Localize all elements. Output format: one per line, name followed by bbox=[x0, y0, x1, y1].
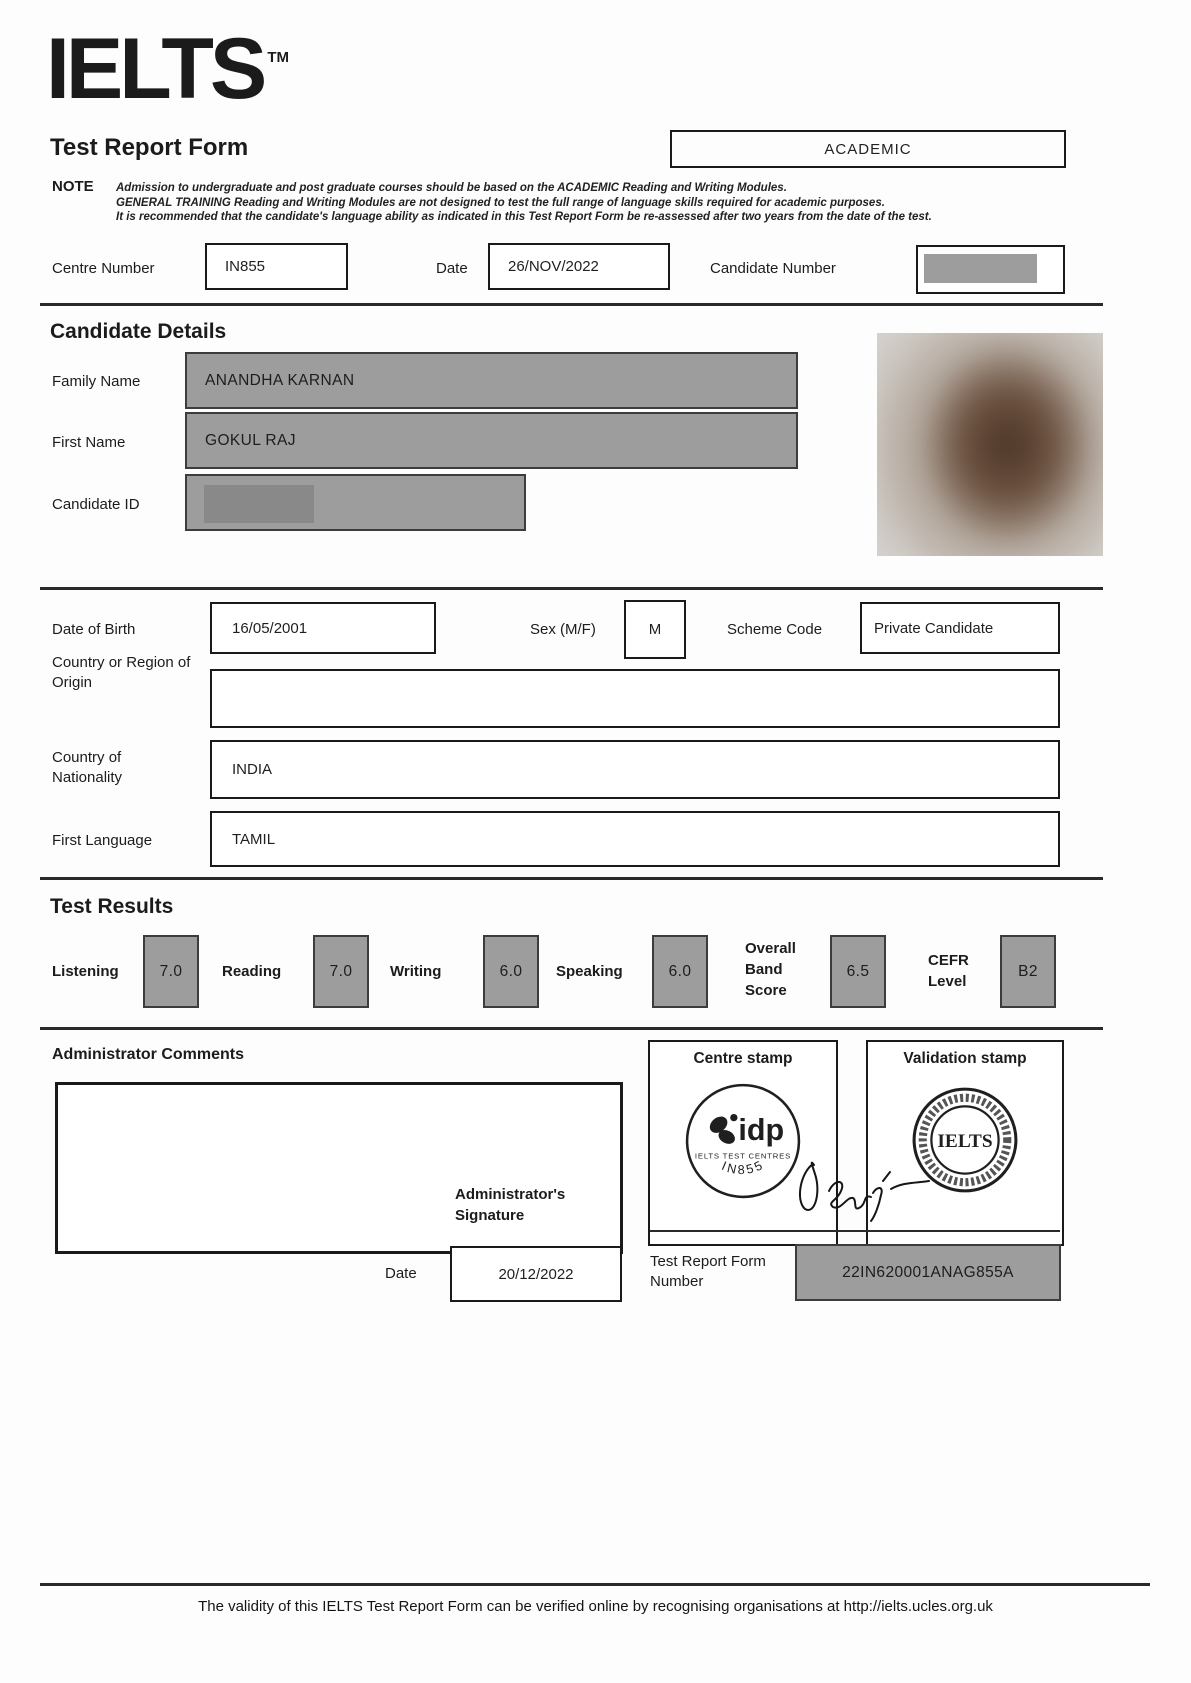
ielts-logo bbox=[46, 21, 289, 117]
dob-label: Date of Birth bbox=[52, 621, 136, 638]
section-divider bbox=[40, 877, 1103, 880]
centre-stamp-ring-text: IELTS TEST CENTRES bbox=[694, 1151, 792, 1161]
section-divider bbox=[40, 587, 1103, 590]
sex-value: M bbox=[648, 621, 662, 638]
admin-comments-label: Administrator Comments bbox=[52, 1046, 245, 1063]
centre-number-box bbox=[205, 243, 348, 290]
trf-number-box bbox=[795, 1244, 1061, 1301]
footer-text: The validity of this IELTS Test Report Form can be verified online by recognising organisations at http://ielts.ucles.org.uk bbox=[198, 1598, 993, 1615]
nationality-box bbox=[210, 740, 1060, 799]
ielts-logo-text: IELTS bbox=[46, 21, 264, 117]
candidate-number-box bbox=[916, 245, 1065, 294]
score-value: 6.0 bbox=[499, 962, 523, 980]
note-line: It is recommended that the candidate's language ability as indicated in this Test Report Form be re-assessed after two years from the date of the test. bbox=[116, 211, 932, 223]
tm-mark: TM bbox=[267, 49, 289, 67]
dob-box bbox=[210, 602, 436, 654]
family-name-value: ANANDHA KARNAN bbox=[205, 371, 355, 389]
candidate-id-box bbox=[185, 474, 526, 531]
candidate-number-label: Candidate Number bbox=[710, 260, 836, 277]
score-box-speaking bbox=[652, 935, 708, 1008]
svg-text:IN855 bbox=[720, 1157, 767, 1177]
candidate-number-redaction bbox=[924, 254, 1037, 283]
nationality-label: Country of Nationality bbox=[52, 749, 123, 786]
admin-comments-box bbox=[55, 1082, 623, 1254]
idp-brand-text: idp bbox=[738, 1112, 785, 1147]
admin-date-label: Date bbox=[385, 1265, 417, 1282]
first-name-box bbox=[185, 412, 798, 469]
scheme-code-value: Private Candidate bbox=[874, 619, 994, 637]
sex-label: Sex (M/F) bbox=[530, 621, 596, 638]
score-value: 6.0 bbox=[668, 962, 692, 980]
score-box-overall-band bbox=[830, 935, 886, 1008]
section-divider bbox=[40, 303, 1103, 306]
dob-value: 16/05/2001 bbox=[232, 619, 308, 637]
idp-logo bbox=[707, 1113, 738, 1146]
note-line: Admission to undergraduate and post graduate courses should be based on the ACADEMIC Reading and Writing Modules. bbox=[116, 182, 787, 194]
candidate-details-title: Candidate Details bbox=[50, 320, 227, 343]
score-label-writing: Writing bbox=[390, 963, 442, 980]
centre-stamp-label: Centre stamp bbox=[693, 1050, 793, 1067]
sex-box bbox=[624, 600, 686, 659]
score-label-overall-band: Overall Band Score bbox=[745, 940, 796, 999]
centre-number-label: Centre Number bbox=[52, 260, 155, 277]
section-divider bbox=[40, 1027, 1103, 1030]
candidate-photo bbox=[877, 333, 1103, 556]
score-label-speaking: Speaking bbox=[556, 963, 623, 980]
note-label: NOTE bbox=[52, 178, 94, 195]
test-date-label: Date bbox=[436, 260, 468, 277]
scheme-code-box bbox=[860, 602, 1060, 654]
score-value: 7.0 bbox=[159, 962, 183, 980]
admin-date-box bbox=[450, 1246, 622, 1302]
scheme-code-label: Scheme Code bbox=[727, 621, 823, 638]
test-date-box bbox=[488, 243, 670, 290]
score-value: 6.5 bbox=[846, 962, 870, 980]
origin-box bbox=[210, 669, 1060, 728]
first-language-box bbox=[210, 811, 1060, 867]
signature-line bbox=[650, 1230, 1060, 1232]
score-label-cefr: CEFR Level bbox=[928, 952, 969, 990]
first-language-value: TAMIL bbox=[232, 830, 276, 848]
candidate-id-redaction bbox=[204, 485, 314, 523]
candidate-photo-blur bbox=[877, 333, 1103, 556]
score-box-reading bbox=[313, 935, 369, 1008]
family-name-label: Family Name bbox=[52, 373, 141, 390]
score-value: 7.0 bbox=[329, 962, 353, 980]
first-name-value: GOKUL RAJ bbox=[205, 431, 296, 449]
score-label-reading: Reading bbox=[222, 963, 282, 980]
note-text bbox=[116, 181, 996, 225]
score-value: B2 bbox=[1018, 962, 1038, 980]
family-name-box bbox=[185, 352, 798, 409]
validation-stamp-center-text: IELTS bbox=[937, 1131, 993, 1153]
admin-signature-label: Administrator's Signature bbox=[455, 1186, 566, 1224]
score-box-listening bbox=[143, 935, 199, 1008]
centre-number-value: IN855 bbox=[225, 258, 266, 275]
footer-divider bbox=[40, 1583, 1150, 1586]
origin-label: Country or Region of Origin bbox=[52, 654, 191, 691]
note-line: GENERAL TRAINING Reading and Writing Modules are not designed to test the full range of language skills required for academic purposes. bbox=[116, 196, 885, 209]
nationality-value: INDIA bbox=[232, 761, 273, 778]
trf-number-value: 22IN620001ANAG855A bbox=[842, 1263, 1014, 1281]
score-box-writing bbox=[483, 935, 539, 1008]
score-box-cefr bbox=[1000, 935, 1056, 1008]
candidate-id-label: Candidate ID bbox=[52, 496, 140, 513]
module-box: ACADEMIC bbox=[670, 130, 1066, 168]
form-title: Test Report Form bbox=[50, 134, 249, 161]
first-name-label: First Name bbox=[52, 434, 126, 451]
test-date-value: 26/NOV/2022 bbox=[508, 258, 599, 275]
validation-stamp-label: Validation stamp bbox=[903, 1050, 1027, 1067]
first-language-label: First Language bbox=[52, 832, 153, 849]
trf-number-label: Test Report Form Number bbox=[650, 1253, 766, 1290]
signature-image bbox=[785, 1152, 945, 1227]
test-results-title: Test Results bbox=[50, 895, 174, 918]
centre-stamp-code: IN855 bbox=[719, 1157, 767, 1178]
score-label-listening: Listening bbox=[52, 963, 119, 980]
admin-date-value: 20/12/2022 bbox=[498, 1265, 574, 1283]
